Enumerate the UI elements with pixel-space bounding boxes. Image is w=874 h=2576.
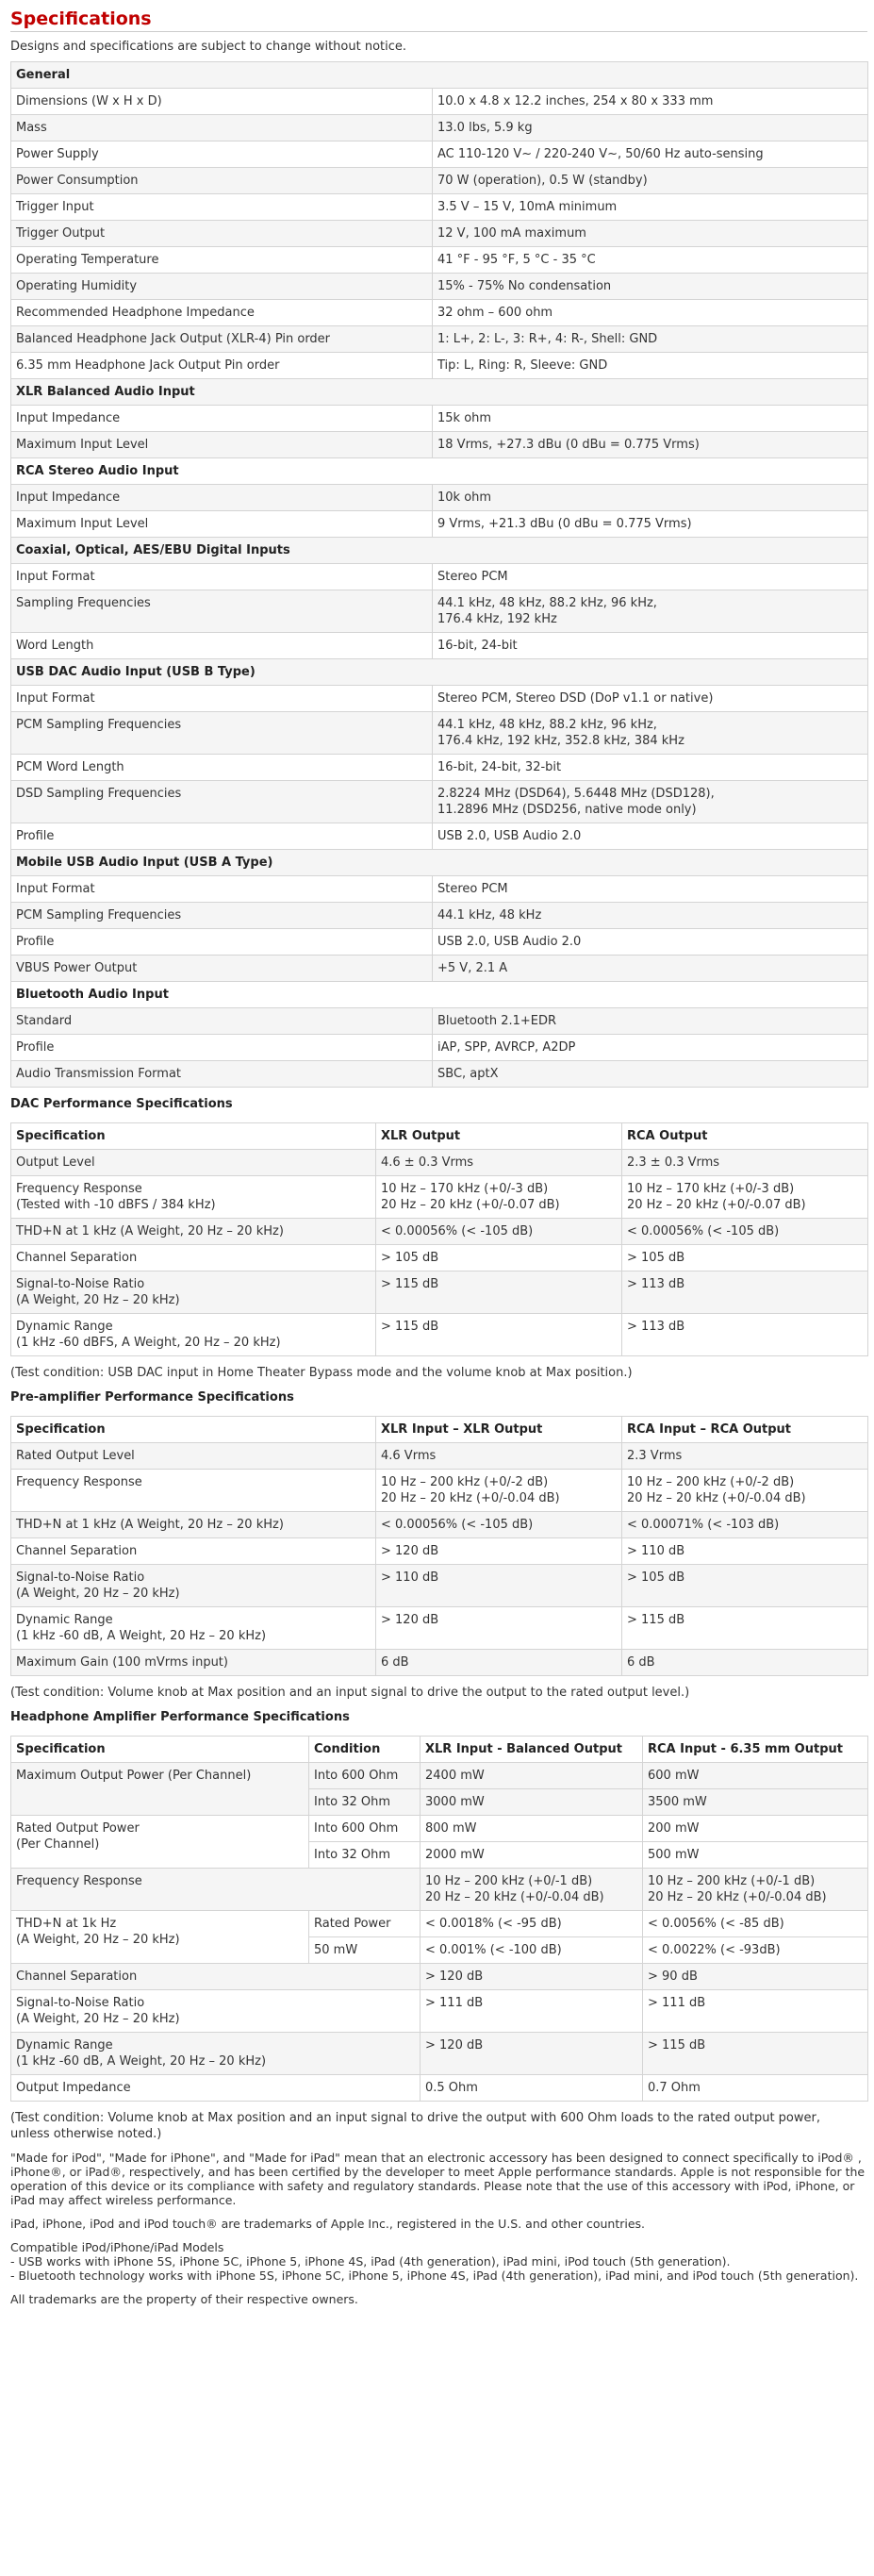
table-row	[11, 485, 868, 511]
spec-label: Rated Output Level	[11, 1443, 376, 1470]
spec-label: Frequency Response	[11, 1869, 421, 1911]
xlr-value: > 120 dB	[376, 1538, 622, 1565]
table-row	[11, 876, 868, 903]
table-row	[11, 194, 868, 221]
table-row	[11, 903, 868, 929]
column-header: RCA Input – RCA Output	[622, 1417, 868, 1443]
spec-label: Balanced Headphone Jack Output (XLR-4) Pin order	[11, 326, 433, 353]
spec-label: Trigger Output	[11, 221, 433, 247]
table-row	[11, 929, 868, 956]
spec-label: Operating Temperature	[11, 247, 433, 274]
all-trademarks-notice	[10, 2292, 867, 2306]
spec-label: Maximum Output Power (Per Channel)	[11, 1763, 309, 1816]
spec-label: Maximum Input Level	[11, 511, 433, 538]
rca-value: 200 mW	[643, 1816, 868, 1842]
all-trademarks-text: All trademarks are the property of their respective owners.	[10, 2292, 358, 2306]
spec-value: 10k ohm	[433, 485, 868, 511]
preamp-specs-table	[10, 1416, 868, 1676]
spec-label: Word Length	[11, 633, 433, 659]
made-for-apple-notice	[10, 2151, 867, 2207]
table-row	[11, 406, 868, 432]
xlr-value: 2000 mW	[421, 1842, 643, 1869]
spec-label: Channel Separation	[11, 1964, 421, 1990]
xlr-value: 4.6 ± 0.3 Vrms	[376, 1150, 622, 1176]
table-row	[11, 115, 868, 141]
section-heading: RCA Stereo Audio Input	[11, 458, 868, 485]
spec-label: Signal-to-Noise Ratio (A Weight, 20 Hz – 20 kHz)	[11, 1990, 421, 2033]
table-row	[11, 823, 868, 850]
apple-trademark-text: iPad, iPhone, iPod and iPod touch® are trademarks of Apple Inc., registered in the U.S. and other countries.	[10, 2217, 646, 2231]
table-row	[11, 956, 868, 982]
column-header: RCA Input - 6.35 mm Output	[643, 1737, 868, 1763]
table-row	[11, 1869, 868, 1911]
xlr-value: > 110 dB	[376, 1565, 622, 1607]
made-for-text: "Made for iPod", "Made for iPhone", and "Made for iPad" mean that an electronic accessory has been designed to connect specifically to iPod® , iPhone®, or iPad®, respectively, and has been certified by the developer to meet Apple performance standards. Apple is not responsible for the operation of this device or its compliance with safety and regulatory standards. Please note that the use of this accessory with iPod, iPhone, or iPad may affect wireless performance.	[10, 2151, 866, 2207]
spec-value: AC 110-120 V~ / 220-240 V~, 50/60 Hz auto-sensing	[433, 141, 868, 168]
hp-section-title: Headphone Amplifier Performance Specifications	[10, 1710, 350, 1724]
dac-header-row	[11, 1123, 868, 1150]
rca-value: 0.7 Ohm	[643, 2075, 868, 2102]
xlr-value: 10 Hz – 170 kHz (+0/-3 dB) 20 Hz – 20 kHz (+0/-0.07 dB)	[376, 1176, 622, 1219]
table-row	[11, 1245, 868, 1271]
table-row	[11, 221, 868, 247]
table-row	[11, 1565, 868, 1607]
spec-value: 18 Vrms, +27.3 dBu (0 dBu = 0.775 Vrms)	[433, 432, 868, 458]
spec-label: Input Format	[11, 686, 433, 712]
section-heading: Bluetooth Audio Input	[11, 982, 868, 1008]
xlr-value: > 120 dB	[376, 1607, 622, 1650]
table-row	[11, 1990, 868, 2033]
spec-label: Profile	[11, 1035, 433, 1061]
rca-value: 6 dB	[622, 1650, 868, 1676]
spec-label: Dynamic Range (1 kHz -60 dBFS, A Weight, 20 Hz – 20 kHz)	[11, 1314, 376, 1356]
column-header: Condition	[309, 1737, 421, 1763]
table-row	[11, 755, 868, 781]
spec-label: Sampling Frequencies	[11, 590, 433, 633]
rca-value: 2.3 Vrms	[622, 1443, 868, 1470]
compatible-bluetooth-line: - Bluetooth technology works with iPhone 5S, iPhone 5C, iPhone 5, iPhone 4S, iPad (4th generation), iPad mini, and iPod touch (5th generation).	[10, 2269, 859, 2283]
spec-value: 1: L+, 2: L-, 3: R+, 4: R-, Shell: GND	[433, 326, 868, 353]
condition-cell: Into 600 Ohm	[309, 1816, 421, 1842]
spec-label: Standard	[11, 1008, 433, 1035]
table-row	[11, 1816, 868, 1842]
spec-value: Stereo PCM	[433, 876, 868, 903]
xlr-value: > 120 dB	[421, 2033, 643, 2075]
xlr-value: < 0.0018% (< -95 dB)	[421, 1911, 643, 1937]
rca-value: 10 Hz – 200 kHz (+0/-2 dB) 20 Hz – 20 kHz (+0/-0.04 dB)	[622, 1470, 868, 1512]
spec-value: 32 ohm – 600 ohm	[433, 300, 868, 326]
table-row	[11, 1911, 868, 1937]
xlr-value: 3000 mW	[421, 1789, 643, 1816]
xlr-value: < 0.001% (< -100 dB)	[421, 1937, 643, 1964]
section-heading: Mobile USB Audio Input (USB A Type)	[11, 850, 868, 876]
spec-value: Tip: L, Ring: R, Sleeve: GND	[433, 353, 868, 379]
condition-cell: 50 mW	[309, 1937, 421, 1964]
rca-value: > 105 dB	[622, 1245, 868, 1271]
rca-value: > 111 dB	[643, 1990, 868, 2033]
rca-value: > 90 dB	[643, 1964, 868, 1990]
spec-label: Output Impedance	[11, 2075, 421, 2102]
section-heading-row	[11, 379, 868, 406]
table-row	[11, 89, 868, 115]
spec-value: 41 °F - 95 °F, 5 °C - 35 °C	[433, 247, 868, 274]
table-row	[11, 1538, 868, 1565]
apple-trademark-notice	[10, 2217, 867, 2231]
column-header: RCA Output	[622, 1123, 868, 1150]
column-header: XLR Output	[376, 1123, 622, 1150]
xlr-value: 2400 mW	[421, 1763, 643, 1789]
condition-cell: Into 32 Ohm	[309, 1842, 421, 1869]
spec-value: Stereo PCM	[433, 564, 868, 590]
column-header: Specification	[11, 1417, 376, 1443]
hp-header-row	[11, 1737, 868, 1763]
rca-value: 3500 mW	[643, 1789, 868, 1816]
xlr-value: > 115 dB	[376, 1314, 622, 1356]
spec-label: Frequency Response (Tested with -10 dBFS / 384 kHz)	[11, 1176, 376, 1219]
table-row	[11, 141, 868, 168]
rca-value: 10 Hz – 170 kHz (+0/-3 dB) 20 Hz – 20 kHz (+0/-0.07 dB)	[622, 1176, 868, 1219]
spec-value: 16-bit, 24-bit	[433, 633, 868, 659]
spec-label: Dynamic Range (1 kHz -60 dB, A Weight, 20 Hz – 20 kHz)	[11, 2033, 421, 2075]
spec-label: DSD Sampling Frequencies	[11, 781, 433, 823]
spec-label: THD+N at 1 kHz (A Weight, 20 Hz – 20 kHz)	[11, 1512, 376, 1538]
spec-value: 15% - 75% No condensation	[433, 274, 868, 300]
xlr-value: < 0.00056% (< -105 dB)	[376, 1219, 622, 1245]
table-row	[11, 1607, 868, 1650]
table-row	[11, 781, 868, 823]
spec-value: 44.1 kHz, 48 kHz, 88.2 kHz, 96 kHz, 176.4 kHz, 192 kHz, 352.8 kHz, 384 kHz	[433, 712, 868, 755]
table-row	[11, 1763, 868, 1789]
spec-value: 3.5 V – 15 V, 10mA minimum	[433, 194, 868, 221]
section-heading-row	[11, 538, 868, 564]
preamp-test-condition: (Test condition: Volume knob at Max position and an input signal to drive the output to the rated output level.)	[10, 1686, 690, 1700]
spec-label: Input Format	[11, 876, 433, 903]
spec-label: Audio Transmission Format	[11, 1061, 433, 1088]
spec-label: Channel Separation	[11, 1245, 376, 1271]
spec-value: SBC, aptX	[433, 1061, 868, 1088]
spec-label: 6.35 mm Headphone Jack Output Pin order	[11, 353, 433, 379]
condition-cell: Into 600 Ohm	[309, 1763, 421, 1789]
table-row	[11, 168, 868, 194]
xlr-value: 10 Hz – 200 kHz (+0/-2 dB) 20 Hz – 20 kHz (+0/-0.04 dB)	[376, 1470, 622, 1512]
spec-label: Maximum Gain (100 mVrms input)	[11, 1650, 376, 1676]
compatible-usb-line: - USB works with iPhone 5S, iPhone 5C, iPhone 5, iPhone 4S, iPad (4th generation), iPad mini, iPod touch (5th generation).	[10, 2254, 731, 2269]
xlr-value: 800 mW	[421, 1816, 643, 1842]
spec-label: Signal-to-Noise Ratio (A Weight, 20 Hz – 20 kHz)	[11, 1565, 376, 1607]
table-row	[11, 1061, 868, 1088]
table-row	[11, 1512, 868, 1538]
column-header: Specification	[11, 1123, 376, 1150]
section-heading: USB DAC Audio Input (USB B Type)	[11, 659, 868, 686]
rca-value: 10 Hz – 200 kHz (+0/-1 dB) 20 Hz – 20 kHz (+0/-0.04 dB)	[643, 1869, 868, 1911]
rca-value: > 105 dB	[622, 1565, 868, 1607]
rca-value: > 113 dB	[622, 1271, 868, 1314]
spec-value: 44.1 kHz, 48 kHz, 88.2 kHz, 96 kHz, 176.4 kHz, 192 kHz	[433, 590, 868, 633]
spec-value: USB 2.0, USB Audio 2.0	[433, 929, 868, 956]
compatible-heading: Compatible iPod/iPhone/iPad Models	[10, 2240, 224, 2254]
section-heading: Coaxial, Optical, AES/EBU Digital Inputs	[11, 538, 868, 564]
dac-test-condition: (Test condition: USB DAC input in Home Theater Bypass mode and the volume knob at Max position.)	[10, 1366, 633, 1380]
xlr-value: 10 Hz – 200 kHz (+0/-1 dB) 20 Hz – 20 kHz (+0/-0.04 dB)	[421, 1869, 643, 1911]
xlr-value: 0.5 Ohm	[421, 2075, 643, 2102]
spec-value: Bluetooth 2.1+EDR	[433, 1008, 868, 1035]
spec-label: Input Impedance	[11, 406, 433, 432]
spec-label: Trigger Input	[11, 194, 433, 221]
section-heading-row	[11, 659, 868, 686]
rca-value: > 115 dB	[622, 1607, 868, 1650]
rca-value: > 115 dB	[643, 2033, 868, 2075]
preamp-section-title: Pre-amplifier Performance Specifications	[10, 1390, 294, 1404]
table-row	[11, 511, 868, 538]
table-row	[11, 1964, 868, 1990]
spec-label: PCM Sampling Frequencies	[11, 712, 433, 755]
table-row	[11, 274, 868, 300]
section-heading-row	[11, 62, 868, 89]
spec-value: 12 V, 100 mA maximum	[433, 221, 868, 247]
table-row	[11, 1443, 868, 1470]
column-header: XLR Input - Balanced Output	[421, 1737, 643, 1763]
xlr-value: 6 dB	[376, 1650, 622, 1676]
rca-value: 500 mW	[643, 1842, 868, 1869]
spec-label: Profile	[11, 929, 433, 956]
xlr-value: > 111 dB	[421, 1990, 643, 2033]
spec-label: Frequency Response	[11, 1470, 376, 1512]
spec-value: 13.0 lbs, 5.9 kg	[433, 115, 868, 141]
rca-value: > 113 dB	[622, 1314, 868, 1356]
spec-value: 9 Vrms, +21.3 dBu (0 dBu = 0.775 Vrms)	[433, 511, 868, 538]
table-row	[11, 1150, 868, 1176]
xlr-value: > 115 dB	[376, 1271, 622, 1314]
spec-label: Output Level	[11, 1150, 376, 1176]
hp-specs-table	[10, 1736, 868, 2102]
spec-label: THD+N at 1k Hz (A Weight, 20 Hz – 20 kHz)	[11, 1911, 309, 1964]
table-row	[11, 590, 868, 633]
spec-label: Dynamic Range (1 kHz -60 dB, A Weight, 20 Hz – 20 kHz)	[11, 1607, 376, 1650]
spec-label: Profile	[11, 823, 433, 850]
table-row	[11, 300, 868, 326]
spec-label: Dimensions (W x H x D)	[11, 89, 433, 115]
table-row	[11, 1271, 868, 1314]
table-row	[11, 564, 868, 590]
spec-label: Power Consumption	[11, 168, 433, 194]
xlr-value: > 120 dB	[421, 1964, 643, 1990]
spec-label: Recommended Headphone Impedance	[11, 300, 433, 326]
rca-value: < 0.0022% (< -93dB)	[643, 1937, 868, 1964]
table-row	[11, 1470, 868, 1512]
table-row	[11, 353, 868, 379]
spec-label: VBUS Power Output	[11, 956, 433, 982]
spec-value: iAP, SPP, AVRCP, A2DP	[433, 1035, 868, 1061]
rca-value: 600 mW	[643, 1763, 868, 1789]
spec-value: 16-bit, 24-bit, 32-bit	[433, 755, 868, 781]
table-row	[11, 1035, 868, 1061]
table-row	[11, 712, 868, 755]
table-row	[11, 2075, 868, 2102]
section-heading: General	[11, 62, 868, 89]
xlr-value: > 105 dB	[376, 1245, 622, 1271]
intro-text: Designs and specifications are subject to change without notice.	[10, 40, 407, 54]
spec-label: Mass	[11, 115, 433, 141]
spec-label: THD+N at 1 kHz (A Weight, 20 Hz – 20 kHz)	[11, 1219, 376, 1245]
xlr-value: 4.6 Vrms	[376, 1443, 622, 1470]
spec-value: 70 W (operation), 0.5 W (standby)	[433, 168, 868, 194]
table-row	[11, 2033, 868, 2075]
general-specs-table	[10, 61, 868, 1088]
spec-label: Input Format	[11, 564, 433, 590]
table-row	[11, 326, 868, 353]
section-heading-row	[11, 850, 868, 876]
dac-section-title: DAC Performance Specifications	[10, 1097, 233, 1111]
rca-value: < 0.00071% (< -103 dB)	[622, 1512, 868, 1538]
spec-label: Rated Output Power (Per Channel)	[11, 1816, 309, 1869]
spec-label: Power Supply	[11, 141, 433, 168]
dac-specs-table	[10, 1122, 868, 1356]
spec-value: Stereo PCM, Stereo DSD (DoP v1.1 or native)	[433, 686, 868, 712]
spec-value: USB 2.0, USB Audio 2.0	[433, 823, 868, 850]
spec-label: Operating Humidity	[11, 274, 433, 300]
spec-label: Maximum Input Level	[11, 432, 433, 458]
spec-value: 2.8224 MHz (DSD64), 5.6448 MHz (DSD128), 11.2896 MHz (DSD256, native mode only)	[433, 781, 868, 823]
spec-label: Channel Separation	[11, 1538, 376, 1565]
spec-label: PCM Sampling Frequencies	[11, 903, 433, 929]
column-header: Specification	[11, 1737, 309, 1763]
table-row	[11, 432, 868, 458]
section-heading-row	[11, 982, 868, 1008]
table-row	[11, 1219, 868, 1245]
spec-value: +5 V, 2.1 A	[433, 956, 868, 982]
table-row	[11, 247, 868, 274]
spec-value: 44.1 kHz, 48 kHz	[433, 903, 868, 929]
table-row	[11, 633, 868, 659]
compatible-models	[10, 2240, 867, 2283]
table-row	[11, 1176, 868, 1219]
column-header: XLR Input – XLR Output	[376, 1417, 622, 1443]
spec-label: Input Impedance	[11, 485, 433, 511]
page-title: Specifications	[10, 8, 867, 32]
table-row	[11, 1314, 868, 1356]
spec-label: Signal-to-Noise Ratio (A Weight, 20 Hz – 20 kHz)	[11, 1271, 376, 1314]
condition-cell: Into 32 Ohm	[309, 1789, 421, 1816]
section-heading: XLR Balanced Audio Input	[11, 379, 868, 406]
spec-value: 10.0 x 4.8 x 12.2 inches, 254 x 80 x 333 mm	[433, 89, 868, 115]
hp-test-condition: (Test condition: Volume knob at Max position and an input signal to drive the output with 600 Ohm loads to the rated output power, unless otherwise noted.)	[10, 2111, 820, 2141]
section-heading-row	[11, 458, 868, 485]
rca-value: < 0.0056% (< -85 dB)	[643, 1911, 868, 1937]
xlr-value: < 0.00056% (< -105 dB)	[376, 1512, 622, 1538]
rca-value: 2.3 ± 0.3 Vrms	[622, 1150, 868, 1176]
spec-label: PCM Word Length	[11, 755, 433, 781]
condition-cell: Rated Power	[309, 1911, 421, 1937]
table-row	[11, 1650, 868, 1676]
rca-value: > 110 dB	[622, 1538, 868, 1565]
table-row	[11, 1008, 868, 1035]
rca-value: < 0.00056% (< -105 dB)	[622, 1219, 868, 1245]
spec-value: 15k ohm	[433, 406, 868, 432]
preamp-header-row	[11, 1417, 868, 1443]
table-row	[11, 686, 868, 712]
